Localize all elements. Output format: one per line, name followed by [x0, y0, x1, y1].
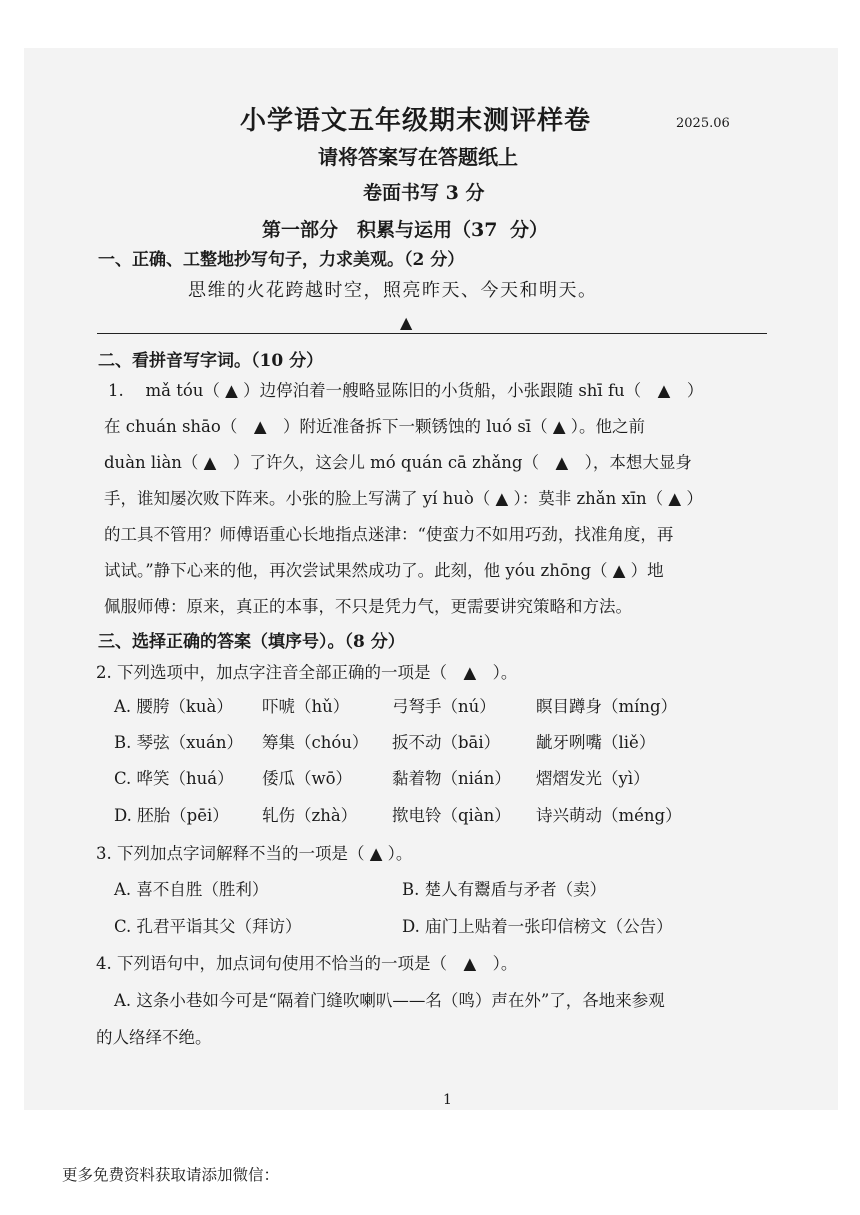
q2-option-c: 黏着物（nián） — [392, 769, 511, 788]
passage-line: 手，谁知屡次败下阵来。小张的脸上写满了 yí huò（ ▲ ）：莫非 zhǎn xīn（ ▲ ） — [104, 489, 703, 508]
q3-option-c: C. 孔君平诣其父（拜访） — [114, 917, 302, 936]
q4-option-a-line: 的人络绎不绝。 — [96, 1028, 212, 1047]
q2-option-b: 筹集（chóu） — [262, 733, 369, 752]
q2-option-c: 倭瓜（wō） — [262, 769, 353, 788]
q2-option-d: 诗兴萌动（méng） — [536, 806, 682, 825]
exam-title: 小学语文五年级期末测评样卷 — [240, 106, 592, 136]
passage-line: duàn liàn（ ▲ ）了许久，这会儿 mó quán cā zhǎng（ ▲ ），本想大显身 — [104, 453, 692, 472]
q2-option-a: 弓弩手（nú） — [392, 697, 496, 716]
passage-line: 试试。”静下心来的他，再次尝试果然成功了。此刻，他 yóu zhōng（ ▲ ）地 — [104, 561, 664, 580]
q2-option-b: 扳不动（bāi） — [392, 733, 501, 752]
instruction-answer-sheet: 请将答案写在答题纸上 — [318, 145, 518, 169]
footer-note: 更多免费资料获取请添加微信： — [62, 1166, 280, 1184]
passage-line: 1. mǎ tóu（ ▲ ）边停泊着一艘略显陈旧的小货船，小张跟随 shī fu（ ▲ ） — [108, 381, 704, 400]
section-one-heading: 一、正确、工整地抄写句子，力求美观。（2 分） — [98, 250, 465, 270]
q2-option-c: C. 哗笑（huá） — [114, 769, 234, 788]
q2-option-b: 龇牙咧嘴（liě） — [536, 733, 656, 752]
section-three-heading: 三、选择正确的答案（填序号）。（8 分） — [98, 632, 405, 652]
section-two-heading: 二、看拼音写字词。（10 分） — [98, 351, 324, 371]
q3-option-d: D. 庙门上贴着一张印信榜文（公告） — [402, 917, 673, 936]
question-2-stem: 2. 下列选项中，加点字注音全部正确的一项是（ ▲ ）。 — [96, 663, 518, 682]
answer-triangle: ▲ — [400, 313, 413, 332]
exam-date: 2025.06 — [676, 116, 730, 131]
q3-option-a: A. 喜不自胜（胜利） — [114, 880, 269, 899]
writing-line — [97, 333, 767, 334]
q2-option-a: 瞑目蹲身（míng） — [536, 697, 678, 716]
q2-option-a: 吓唬（hǔ） — [262, 697, 350, 716]
q2-option-b: B. 琴弦（xuán） — [114, 733, 244, 752]
passage-line: 佩服师傅：原来，真正的本事，不只是凭力气，更需要讲究策略和方法。 — [104, 597, 632, 616]
question-3-stem: 3. 下列加点字词解释不当的一项是（ ▲ ）。 — [96, 844, 413, 863]
q2-option-a: A. 腰胯（kuà） — [114, 697, 233, 716]
q4-option-a-line: A. 这条小巷如今可是“隔着门缝吹喇叭——名（鸣）声在外”了，各地来参观 — [114, 991, 665, 1010]
q2-option-d: 轧伤（zhà） — [262, 806, 358, 825]
q2-option-d: D. 胚胎（pēi） — [114, 806, 229, 825]
passage-line: 在 chuán shāo（ ▲ ）附近准备拆下一颗锈蚀的 luó sī（ ▲ ）。他之前 — [104, 417, 646, 436]
passage-line: 的工具不管用？师傅语重心长地指点迷津：“使蛮力不如用巧劲，找准角度，再 — [104, 525, 674, 544]
q3-option-b: B. 楚人有鬻盾与矛者（卖） — [402, 880, 607, 899]
q2-option-c: 熠熠发光（yì） — [536, 769, 650, 788]
copy-sentence: 思维的火花跨越时空，照亮昨天、今天和明天。 — [188, 280, 598, 301]
page-number: 1 — [443, 1092, 452, 1108]
instruction-handwriting: 卷面书写 3 分 — [363, 182, 485, 204]
part-one-heading: 第一部分 积累与运用（37 分） — [262, 219, 549, 241]
question-4-stem: 4. 下列语句中，加点词句使用不恰当的一项是（ ▲ ）。 — [96, 954, 518, 973]
q2-option-d: 揿电铃（qiàn） — [392, 806, 511, 825]
